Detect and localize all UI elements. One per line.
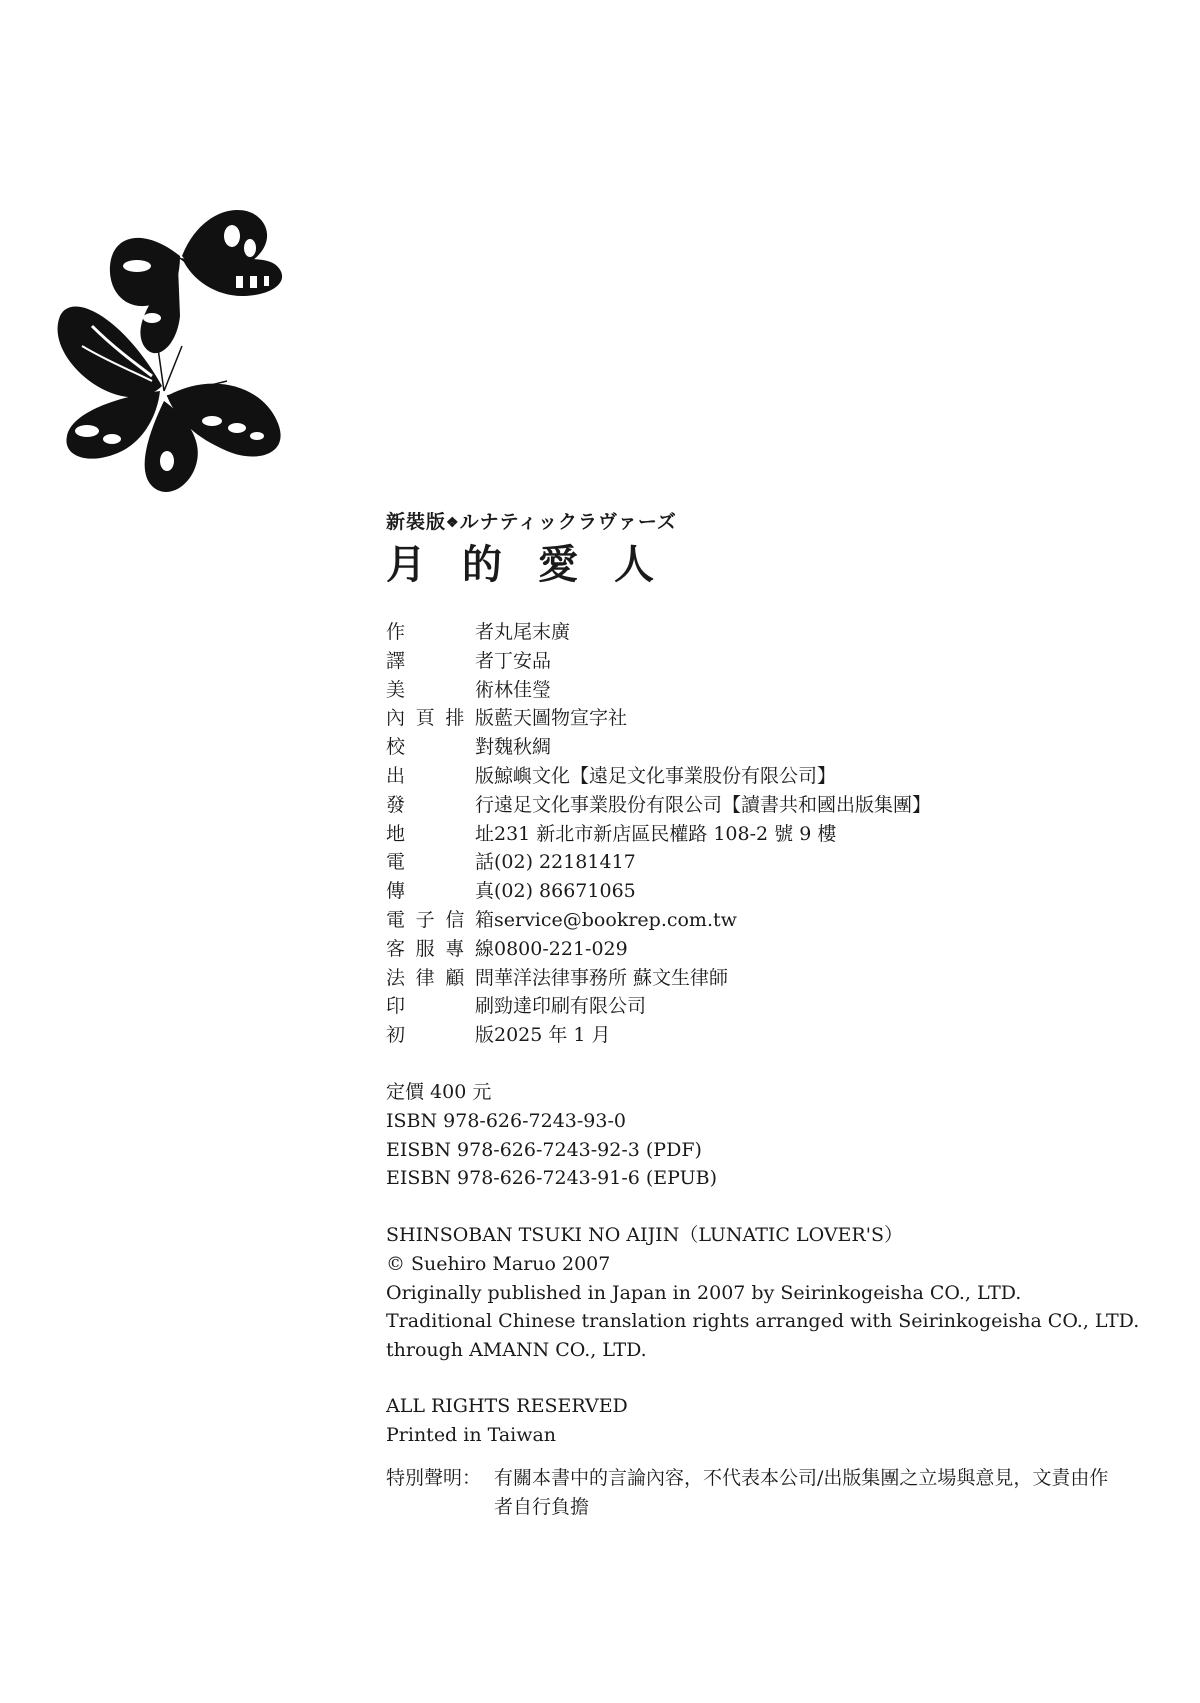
copyright: © Suehiro Maruo 2007: [386, 1252, 611, 1275]
credit-row: 法律顧問華洋法律事務所 蘇文生律師: [386, 966, 729, 989]
credit-row: 初版2025 年 1 月: [386, 1024, 611, 1047]
title-block: [386, 510, 690, 589]
butterfly-illustration: [52, 196, 312, 532]
isbn: ISBN 978-626-7243-93-0: [386, 1109, 626, 1132]
special-notice: [386, 1464, 1114, 1522]
upper-butterfly: [110, 210, 282, 353]
original-publication: Originally published in Japan in 2007 by Seirinkogeisha CO., LTD.: [386, 1281, 1022, 1304]
notice-text: 有關本書中的言論內容，不代表本公司/出版集團之立場與意見，文責由作者自行負擔: [494, 1467, 1109, 1518]
original-title: SHINSOBAN TSUKI NO AIJIN（LUNATIC LOVER'S）: [386, 1224, 903, 1246]
credit-row: 客服專線0800-221-029: [386, 937, 628, 960]
credit-row: 內頁排版藍天圖物宣字社: [386, 707, 628, 730]
notice-label: 特別聲明：: [386, 1467, 482, 1489]
translation-rights: Traditional Chinese translation rights arranged with Seirinkogeisha CO., LTD.: [386, 1310, 1140, 1333]
credit-row: 地址231 新北市新店區民權路 108-2 號 9 樓: [386, 822, 837, 845]
printed-in: Printed in Taiwan: [386, 1423, 557, 1446]
eisbn-epub: EISBN 978-626-7243-91-6 (EPUB): [386, 1167, 718, 1190]
credit-row: 校對魏秋綢: [386, 736, 552, 759]
credit-row: 傳真(02) 86671065: [386, 880, 636, 903]
rights-section: [386, 1221, 1139, 1365]
credit-row: 電話(02) 22181417: [386, 851, 636, 874]
credit-row: 電子信箱service@bookrep.com.tw: [386, 908, 737, 931]
credit-row: 美術林佳瑩: [386, 678, 552, 701]
all-rights-reserved: ALL RIGHTS RESERVED: [386, 1395, 628, 1417]
credit-row: 發行遠足文化事業股份有限公司【讀書共和國出版集團】: [386, 793, 932, 816]
footer-section: [386, 1392, 628, 1450]
credit-row: 作者丸尾末廣: [386, 621, 571, 643]
pricing-section: [386, 1078, 717, 1193]
diamond-icon: ❖: [446, 515, 460, 531]
credit-row: 出版鯨嶼文化【遠足文化事業股份有限公司】: [386, 764, 837, 787]
eisbn-pdf: EISBN 978-626-7243-92-3 (PDF): [386, 1138, 702, 1161]
credits-list: [386, 618, 931, 1050]
credit-row: 印刷勁達印刷有限公司: [386, 995, 647, 1018]
book-title: 月的愛人: [386, 541, 690, 588]
credit-row: 譯者丁安品: [386, 649, 552, 672]
book-subtitle: 新裝版❖ルナティックラヴァーズ: [386, 511, 677, 533]
price: 定價 400 元: [386, 1081, 492, 1103]
agency: through AMANN CO., LTD.: [386, 1339, 647, 1362]
